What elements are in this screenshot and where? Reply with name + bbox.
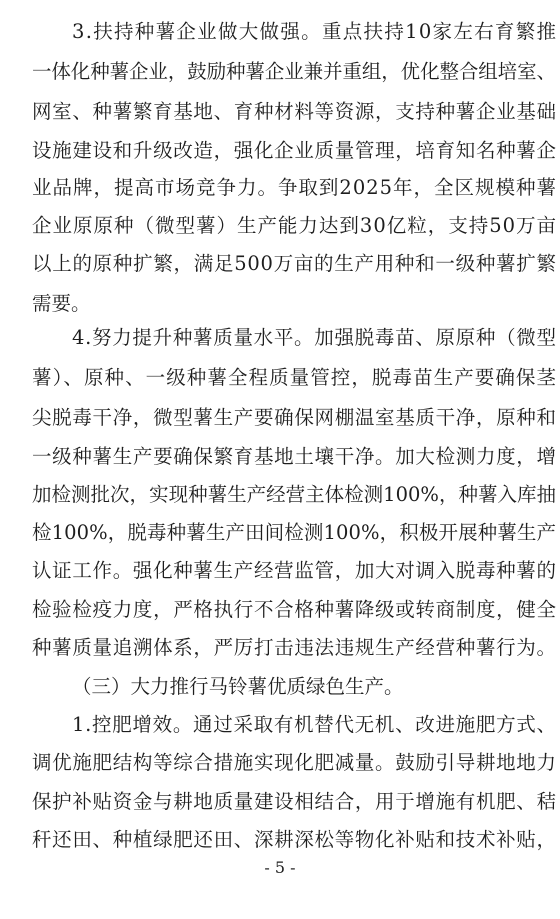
text-line: 1.控肥增效。通过采取有机替代无机、改进施肥方式、 (72, 713, 557, 736)
text-line: 尖脱毒干净，微型薯生产要确保网棚温室基质干净，原种和 (32, 406, 557, 429)
text-line: 一体化种薯企业，鼓励种薯企业兼并重组，优化整合组培室、 (32, 60, 556, 83)
text-line: 一级种薯生产要确保繁育基地土壤干净。加大检测力度，增 (32, 445, 557, 468)
text-line: 秆还田、种植绿肥还田、深耕深松等物化补贴和技术补贴， (32, 828, 557, 851)
text-line: 设施建设和升级改造，强化企业质量管理，培育知名种薯企 (32, 139, 557, 162)
text-line: 以上的原种扩繁，满足500万亩的生产用种和一级种薯扩繁 (32, 252, 557, 275)
text-line: 认证工作。强化种薯生产经营监管，加大对调入脱毒种薯的 (32, 559, 557, 582)
page-number: - 5 - (264, 858, 296, 877)
text-line: 薯）、原种、一级种薯全程质量管控，脱毒苗生产要确保茎 (32, 366, 558, 389)
text-line: 种薯质量追溯体系，严厉打击违法违规生产经营种薯行为。 (32, 636, 557, 659)
text-line: 需要。 (32, 292, 91, 315)
text-line: 业品牌，提高市场竞争力。争取到2025年，全区规模种薯 (32, 176, 557, 199)
text-line: 检验检疫力度，严格执行不合格种薯降级或转商制度，健全 (32, 598, 557, 621)
text-line: 调优施肥结构等综合措施实现化肥减量。鼓励引导耕地地力 (32, 751, 557, 774)
section-heading: （三）大力推行马铃薯优质绿色生产。 (72, 675, 404, 698)
text-line: 加检测批次，实现种薯生产经营主体检测100%，种薯入库抽 (32, 483, 557, 506)
text-line: 检100%，脱毒种薯生产田间检测100%，积极开展种薯生产 (32, 521, 557, 544)
text-line: 网室、种薯繁育基地、育种材料等资源，支持种薯企业基础 (32, 100, 557, 123)
text-line: 4.努力提升种薯质量水平。加强脱毒苗、原原种（微型 (72, 326, 557, 349)
text-line: 保护补贴资金与耕地质量建设相结合，用于增施有机肥、秸 (32, 790, 557, 813)
text-line: 企业原原种（微型薯）生产能力达到30亿粒，支持50万亩 (32, 214, 557, 237)
text-line: 3.扶持种薯企业做大做强。重点扶持10家左右育繁推 (72, 20, 558, 43)
